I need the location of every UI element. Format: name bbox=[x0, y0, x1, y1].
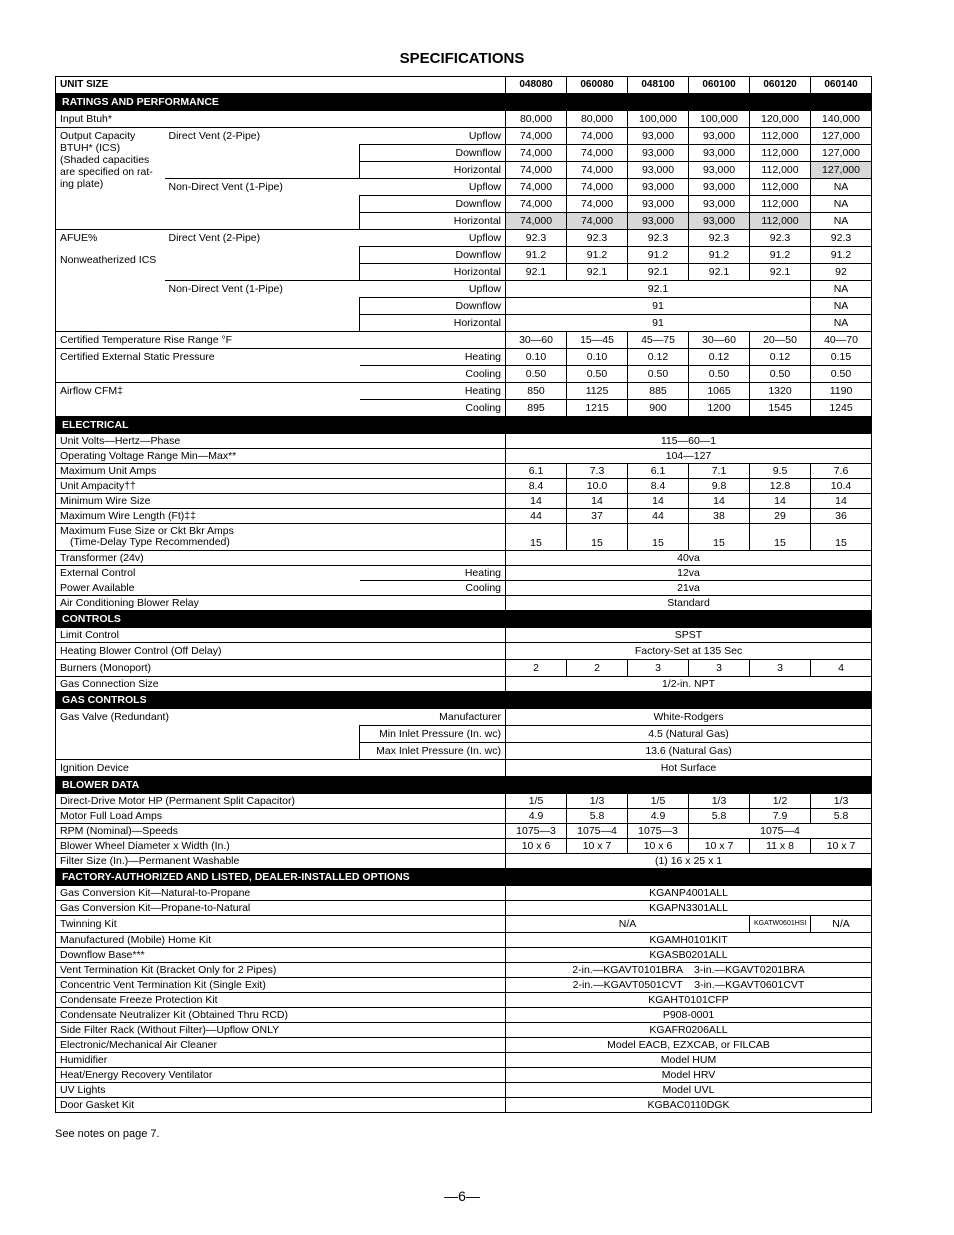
max-amps-row: Maximum Unit Amps 6.1 7.3 6.1 7.1 9.5 7.6 bbox=[56, 464, 872, 479]
output-ndv-upflow-row: Non-Direct Vent (1-Pipe) Upflow 74,000 74,000 93,000 93,000 112,000 NA bbox=[56, 179, 872, 196]
limit-control-row: Limit Control SPST bbox=[56, 628, 872, 643]
option-row: Side Filter Rack (Without Filter)—Upflow ONLY KGAFR0206ALL bbox=[56, 1023, 872, 1038]
option-row: UV Lights Model UVL bbox=[56, 1083, 872, 1098]
gas-connection-row: Gas Connection Size 1/2-in. NPT bbox=[56, 677, 872, 692]
output-ndv-downflow-row: Downflow 74,000 74,000 93,000 93,000 112,000 NA bbox=[56, 196, 872, 213]
output-dv-horizontal-row: Horizontal 74,000 74,000 93,000 93,000 112,000 127,000 bbox=[56, 162, 872, 179]
model-column: 060100 bbox=[689, 77, 750, 94]
airflow-heating-row: Airflow CFM‡ Heating 850 1125 885 1065 1320 1190 bbox=[56, 383, 872, 400]
option-row: Gas Conversion Kit—Propane-to-Natural KGAPN3301ALL bbox=[56, 901, 872, 916]
section-gas-controls: GAS CONTROLS bbox=[56, 692, 872, 709]
rpm-row: RPM (Nominal)—Speeds 1075—3 1075—4 1075—3 1075—4 bbox=[56, 824, 872, 839]
output-ndv-horizontal-row: Horizontal 74,000 74,000 93,000 93,000 112,000 NA bbox=[56, 213, 872, 230]
section-ratings: RATINGS AND PERFORMANCE bbox=[56, 94, 872, 111]
output-capacity-label: Output Capacity BTUH* (ICS) (Shaded capacities are specified on rat-ing plate) bbox=[56, 128, 165, 230]
section-options: FACTORY-AUTHORIZED AND LISTED, DEALER-INSTALLED OPTIONS bbox=[56, 869, 872, 886]
shaded-capacity: 74,000 bbox=[567, 213, 628, 230]
static-cooling-row: Cooling 0.50 0.50 0.50 0.50 0.50 0.50 bbox=[56, 366, 872, 383]
temp-rise-row: Certified Temperature Rise Range °F 30—60 15—45 45—75 30—60 20—50 40—70 bbox=[56, 332, 872, 349]
op-range-row: Operating Voltage Range Min—Max** 104—127 bbox=[56, 449, 872, 464]
airflow-cooling-row: Cooling 895 1215 900 1200 1545 1245 bbox=[56, 400, 872, 417]
model-column: 060080 bbox=[567, 77, 628, 94]
option-row: Concentric Vent Termination Kit (Single Exit) 2-in.—KGAVT0501CVT 3-in.—KGAVT0601CVT bbox=[56, 978, 872, 993]
min-wire-row: Minimum Wire Size 14 14 14 14 14 14 bbox=[56, 494, 872, 509]
ac-relay-row: Air Conditioning Blower Relay Standard bbox=[56, 596, 872, 611]
gas-valve-min-inlet-row: Min Inlet Pressure (In. wc) 4.5 (Natural Gas) bbox=[56, 726, 872, 743]
gas-valve-max-inlet-row: Max Inlet Pressure (In. wc) 13.6 (Natural Gas) bbox=[56, 743, 872, 760]
afue-ndv-downflow-row: Downflow 91 NA bbox=[56, 298, 872, 315]
twinning-kit-row: Twinning Kit N/A KGATW0601HSI N/A bbox=[56, 916, 872, 933]
model-column: 060120 bbox=[750, 77, 811, 94]
static-heating-row: Certified External Static Pressure Heating 0.10 0.10 0.12 0.12 0.12 0.15 bbox=[56, 349, 872, 366]
ignition-row: Ignition Device Hot Surface bbox=[56, 760, 872, 777]
page-title: SPECIFICATIONS bbox=[399, 50, 525, 67]
unit-size-header-row bbox=[56, 77, 872, 94]
option-row: Downflow Base*** KGASB0201ALL bbox=[56, 948, 872, 963]
shaded-capacity: 112,000 bbox=[750, 213, 811, 230]
afue-dv-horizontal-row: Horizontal 92.1 92.1 92.1 92.1 92.1 92 bbox=[56, 264, 872, 281]
max-wire-length-row: Maximum Wire Length (Ft)‡‡ 44 37 44 38 29 36 bbox=[56, 509, 872, 524]
option-row: Heat/Energy Recovery Ventilator Model HRV bbox=[56, 1068, 872, 1083]
shaded-capacity: 74,000 bbox=[506, 213, 567, 230]
input-btuh-row: Input Btuh* 80,000 80,000 100,000 100,000 120,000 140,000 bbox=[56, 111, 872, 128]
shaded-capacity: 127,000 bbox=[811, 162, 872, 179]
section-controls: CONTROLS bbox=[56, 611, 872, 628]
model-column: 048080 bbox=[506, 77, 567, 94]
option-row: Door Gasket Kit KGBAC0110DGK bbox=[56, 1098, 872, 1113]
model-column: 048100 bbox=[628, 77, 689, 94]
afue-ndv-upflow-row: Non-Direct Vent (1-Pipe) Upflow 92.1 NA bbox=[56, 281, 872, 298]
ampacity-row: Unit Ampacity†† 8.4 10.0 8.4 9.8 12.8 10.4 bbox=[56, 479, 872, 494]
afue-dv-downflow-row: Downflow 91.2 91.2 91.2 91.2 91.2 91.2 bbox=[56, 247, 872, 264]
fuse-label-cell: Maximum Fuse Size or Ckt Bkr Amps (Time-Delay Type Recommended) bbox=[56, 524, 506, 551]
page-number: —6— bbox=[444, 1188, 480, 1204]
filter-size-row: Filter Size (In.)—Permanent Washable (1) 16 x 25 x 1 bbox=[56, 854, 872, 869]
ext-control-cooling-row: Power Available Cooling 21va bbox=[56, 581, 872, 596]
shaded-capacity: 93,000 bbox=[628, 213, 689, 230]
option-row: Manufactured (Mobile) Home Kit KGAMH0101KIT bbox=[56, 933, 872, 948]
afue-dv-upflow-row: AFUE% Nonweatherized ICS Direct Vent (2-Pipe) Upflow 92.3 92.3 92.3 92.3 92.3 92.3 bbox=[56, 230, 872, 247]
transformer-row: Transformer (24v) 40va bbox=[56, 551, 872, 566]
unit-size-label: UNIT SIZE bbox=[56, 77, 506, 94]
wheel-size-row: Blower Wheel Diameter x Width (In.) 10 x 6 10 x 7 10 x 6 10 x 7 11 x 8 10 x 7 bbox=[56, 839, 872, 854]
fuse-row: Maximum Fuse Size or Ckt Bkr Amps (Time-Delay Type Recommended) 15 15 15 15 15 15 bbox=[56, 524, 872, 551]
option-row: Humidifier Model HUM bbox=[56, 1053, 872, 1068]
option-row: Condensate Neutralizer Kit (Obtained Thru RCD) P908-0001 bbox=[56, 1008, 872, 1023]
unit-volts-row: Unit Volts—Hertz—Phase 115—60—1 bbox=[56, 434, 872, 449]
motor-hp-row: Direct-Drive Motor HP (Permanent Split Capacitor) 1/5 1/3 1/5 1/3 1/2 1/3 bbox=[56, 794, 872, 809]
afue-ndv-horizontal-row: Horizontal 91 NA bbox=[56, 315, 872, 332]
output-dv-upflow-row: Output Capacity BTUH* (ICS) (Shaded capacities are specified on rat-ing plate) Direct Vent (2-Pipe) Upflow 74,000 74,000 93,000 93,000 112,000 127,000 bbox=[56, 128, 872, 145]
option-row: Condensate Freeze Protection Kit KGAHT0101CFP bbox=[56, 993, 872, 1008]
specifications-table bbox=[55, 76, 872, 1113]
burners-row: Burners (Monoport) 2 2 3 3 3 4 bbox=[56, 660, 872, 677]
afue-label-cell: AFUE% Nonweatherized ICS bbox=[56, 230, 165, 332]
output-dv-downflow-row: Downflow 74,000 74,000 93,000 93,000 112,000 127,000 bbox=[56, 145, 872, 162]
section-blower: BLOWER DATA bbox=[56, 777, 872, 794]
shaded-capacity: 93,000 bbox=[689, 213, 750, 230]
model-column: 060140 bbox=[811, 77, 872, 94]
option-row: Electronic/Mechanical Air Cleaner Model EACB, EZXCAB, or FILCAB bbox=[56, 1038, 872, 1053]
blower-control-row: Heating Blower Control (Off Delay) Factory-Set at 135 Sec bbox=[56, 643, 872, 660]
ext-control-heating-row: External Control Heating 12va bbox=[56, 566, 872, 581]
option-row: Gas Conversion Kit—Natural-to-Propane KGANP4001ALL bbox=[56, 886, 872, 901]
notes-text: See notes on page 7. bbox=[55, 1128, 160, 1140]
section-electrical: ELECTRICAL bbox=[56, 417, 872, 434]
motor-fla-row: Motor Full Load Amps 4.9 5.8 4.9 5.8 7.9 5.8 bbox=[56, 809, 872, 824]
option-row: Vent Termination Kit (Bracket Only for 2 Pipes) 2-in.—KGAVT0101BRA 3-in.—KGAVT0201BRA bbox=[56, 963, 872, 978]
gas-valve-manufacturer-row: Gas Valve (Redundant) Manufacturer White-Rodgers bbox=[56, 709, 872, 726]
